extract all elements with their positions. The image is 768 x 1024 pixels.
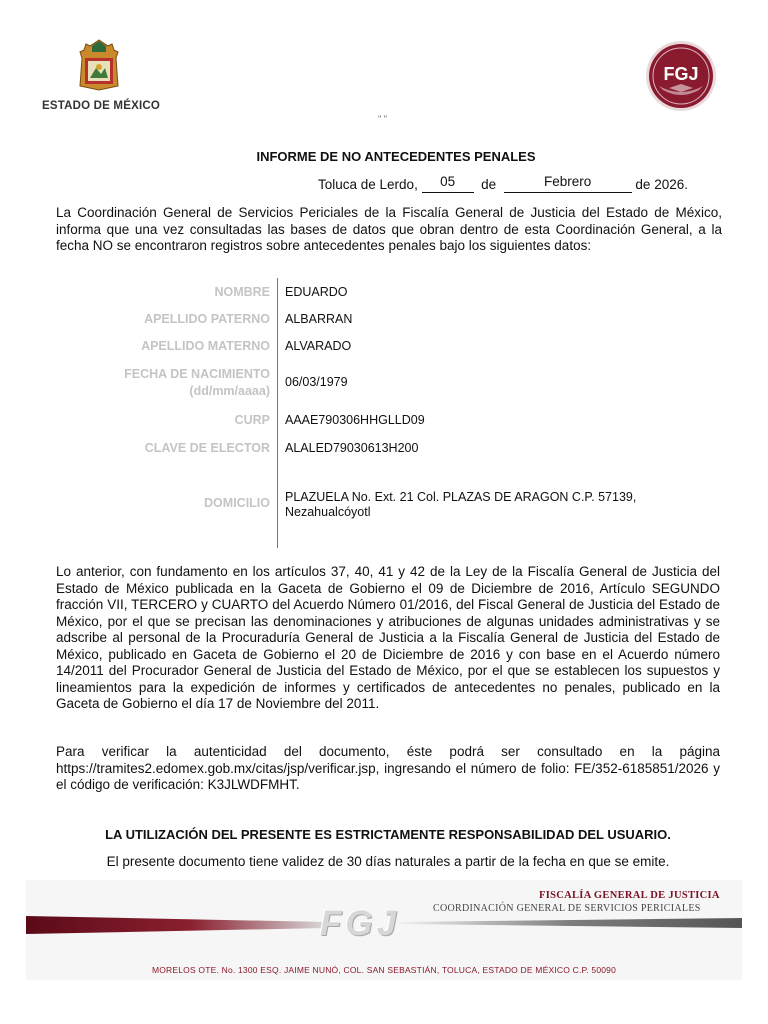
document-title: INFORME DE NO ANTECEDENTES PENALES xyxy=(256,149,536,164)
apellido-paterno-label: APELLIDO PATERNO xyxy=(144,312,270,326)
clave-elector-value: ALALED79030613H200 xyxy=(285,441,419,455)
footer-fiscalia-label: FISCALÍA GENERAL DE JUSTICIA xyxy=(539,890,720,901)
day-value: 05 xyxy=(440,174,456,189)
fecha-nacimiento-value: 06/03/1979 xyxy=(285,375,348,389)
intro-paragraph: La Coordinación General de Servicios Periciales de la Fiscalía General de Justicia del Estado de México, informa que una vez consultadas las bases de datos que obran dentro de esta Coordinación General, a la fecha NO se encontraron registros sobre antecedentes penales bajo los siguientes datos: xyxy=(56,205,722,253)
footer-fgj-logo: FGJ xyxy=(320,904,401,943)
curp-value: AAAE790306HHGLLD09 xyxy=(285,413,425,427)
fgj-seal-icon xyxy=(645,40,717,112)
day-field xyxy=(422,174,474,193)
legal-basis-paragraph: Lo anterior, con fundamento en los artículos 37, 40, 41 y 42 de la Ley de la Fiscalía General de Justicia del Estado de México publicada en la Gaceta de Gobierno el 09 de Diciembre de 2016, Artículo SEGUNDO fracción VII, TERCERO y CUARTO del Acuerdo Número 01/2016, del Fiscal General de Justicia del Estado de México, por el que se precisan las denominaciones y atribuciones de algunas unidades administrativas y se adscribe al personal de la Procuraduría General de Justicia a la Fiscalía General de Justicia del Estado de México, publicado en Gaceta de Gobierno el 20 de Diciembre de 2016 y con base en el Acuerdo número 14/2011 del Procurador General de Justicia del Estado de México, por el que se establecen los supuestos y lineamientos para la expedición de informes y certificados de antecedentes no penales, publicado en la Gaceta de Gobierno el día 17 de Noviembre del 2011. xyxy=(56,564,720,711)
domicilio-label: DOMICILIO xyxy=(204,496,270,510)
estado-de-mexico-shield-icon xyxy=(76,38,122,92)
verification-paragraph: Para verificar la autenticidad del documento, éste podrá ser consultado en la página https://tramites2.edomex.gob.mx/citas/jsp/verificar.jsp, ingresando el número de folio: FE/352-6185851/2026 y el código de verificación: K3JLWDFMHT. xyxy=(56,744,720,792)
place-prefix: Toluca de Lerdo, xyxy=(318,177,418,192)
domicilio-value-line1: PLAZUELA No. Ext. 21 Col. PLAZAS DE ARAGON C.P. 57139, xyxy=(285,490,637,504)
nombre-value: EDUARDO xyxy=(285,285,348,299)
header-mark: " " xyxy=(378,114,387,124)
person-data-table xyxy=(100,278,660,548)
footer-address: MORELOS OTE. No. 1300 ESQ. JAIME NUNÓ, COL. SAN SEBASTIÁN, TOLUCA, ESTADO DE MÉXICO C.P. 50090 xyxy=(151,965,617,975)
footer-gray-bar-right xyxy=(400,916,742,930)
year-text: de 2026. xyxy=(635,177,688,192)
clave-elector-label: CLAVE DE ELECTOR xyxy=(144,441,270,455)
curp-label: CURP xyxy=(234,413,270,427)
fecha-nacimiento-label: FECHA DE NACIMIENTO xyxy=(124,367,270,381)
footer-coordinacion-label: COORDINACIÓN GENERAL DE SERVICIOS PERICIALES xyxy=(433,903,701,914)
footer-maroon-bar-left xyxy=(26,912,326,938)
nombre-label: NOMBRE xyxy=(214,285,270,299)
estado-de-mexico-logo xyxy=(38,36,162,118)
fgj-seal-text: FGJ xyxy=(663,64,699,84)
responsibility-warning: LA UTILIZACIÓN DEL PRESENTE ES ESTRICTAMENTE RESPONSABILIDAD DEL USUARIO. xyxy=(105,827,671,842)
validity-notice: El presente documento tiene validez de 30 días naturales a partir de la fecha en que se emite. xyxy=(106,854,670,869)
month-field xyxy=(504,174,632,193)
month-value: Febrero xyxy=(544,174,592,189)
place-date-line xyxy=(318,174,688,193)
domicilio-value-line2: Nezahualcóyotl xyxy=(285,505,371,519)
apellido-paterno-value: ALBARRAN xyxy=(285,312,353,326)
apellido-materno-value: ALVARADO xyxy=(285,339,352,353)
de-connector: de xyxy=(481,177,497,192)
apellido-materno-label: APELLIDO MATERNO xyxy=(141,339,270,353)
fecha-format-label: (dd/mm/aaaa) xyxy=(189,384,270,398)
estado-de-mexico-label: ESTADO DE MÉXICO xyxy=(42,100,160,112)
table-divider xyxy=(277,278,278,548)
